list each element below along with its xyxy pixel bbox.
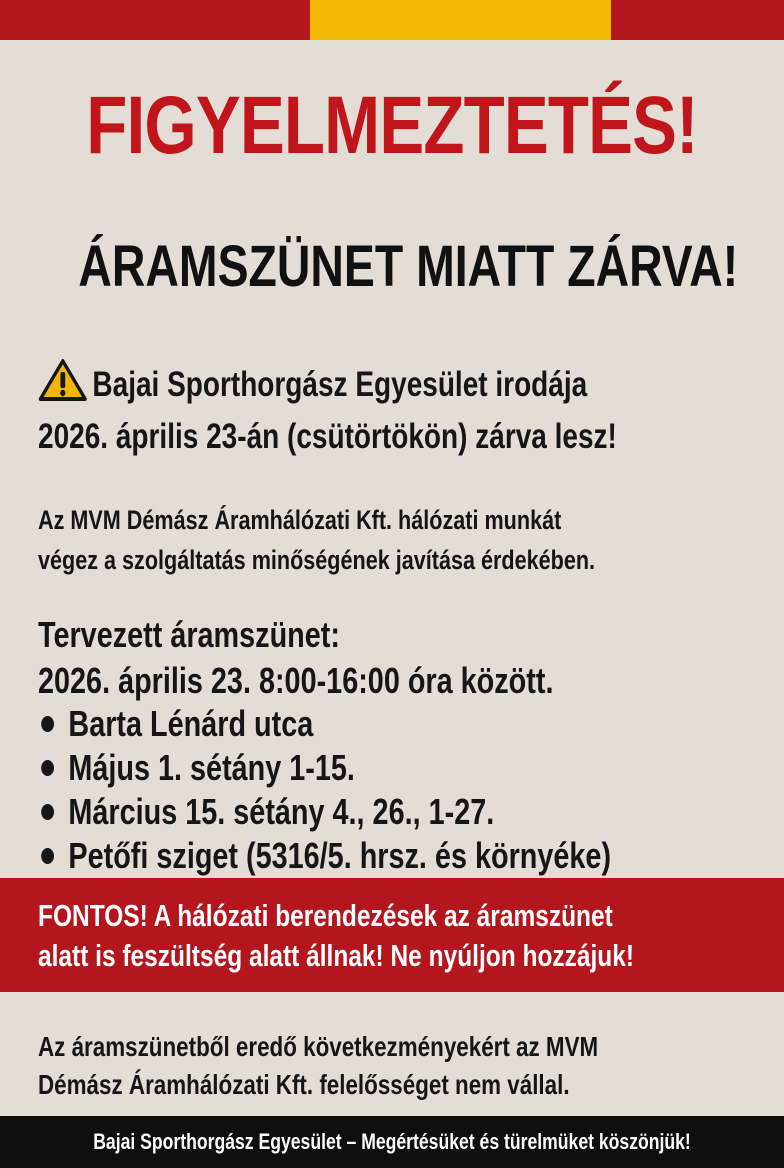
important-warning-text: [38, 896, 634, 976]
bullet-icon: [41, 804, 54, 820]
list-item: [38, 746, 611, 790]
affected-address-list: [38, 702, 611, 878]
list-item: [38, 834, 611, 878]
planned-outage-heading: Tervezett áramszünet:: [38, 614, 340, 655]
address-text: Március 15. sétány 4., 26., 1-27.: [68, 791, 495, 832]
page-title: FIGYELMEZTETÉS!: [86, 80, 698, 171]
address-text: Barta Lénárd utca: [68, 703, 314, 744]
top-color-stripe: [0, 0, 784, 40]
liability-disclaimer: [38, 1028, 748, 1104]
page-subtitle: ÁRAMSZÜNET MIATT ZÁRVA!: [78, 234, 739, 299]
bullet-icon: [41, 760, 54, 776]
liability-line1: Az áramszünetből eredő következményekért az MVM: [38, 1031, 599, 1062]
planned-outage-time: 2026. április 23. 8:00-16:00 óra között.: [38, 660, 554, 701]
stripe-red-left: [0, 0, 310, 40]
important-line2: alatt is feszültség alatt állnak! Ne nyúljon hozzájuk!: [38, 938, 635, 973]
important-line1: FONTOS! A hálózati berendezések az áramszünet: [38, 898, 613, 933]
office-closure-notice: [38, 358, 748, 463]
address-text: Május 1. sétány 1-15.: [68, 747, 355, 788]
liability-line2: Démász Áramhálózati Kft. felelősséget nem vállal.: [38, 1069, 570, 1100]
address-text: Petőfi sziget (5316/5. hrsz. és környéke): [68, 835, 612, 876]
warning-triangle-icon: [38, 358, 88, 402]
planned-outage: [38, 612, 748, 704]
footer-text: Bajai Sporthorgász Egyesület – Megértésüket és türelmüket köszönjük!: [93, 1129, 691, 1154]
bullet-icon: [41, 848, 54, 864]
list-item: [38, 702, 611, 746]
mvm-work-notice: [38, 500, 748, 580]
office-notice-line1: Bajai Sporthorgász Egyesület irodája: [92, 365, 588, 404]
mvm-notice-line1: Az MVM Démász Áramhálózati Kft. hálózati munkát: [38, 505, 562, 535]
mvm-notice-line2: végez a szolgáltatás minőségének javítása érdekében.: [38, 545, 596, 575]
list-item: [38, 790, 611, 834]
stripe-yellow-middle: [310, 0, 611, 40]
bullet-icon: [41, 716, 54, 732]
stripe-red-right: [611, 0, 784, 40]
office-notice-line2: 2026. április 23-án (csütörtökön) zárva lesz!: [38, 417, 617, 456]
